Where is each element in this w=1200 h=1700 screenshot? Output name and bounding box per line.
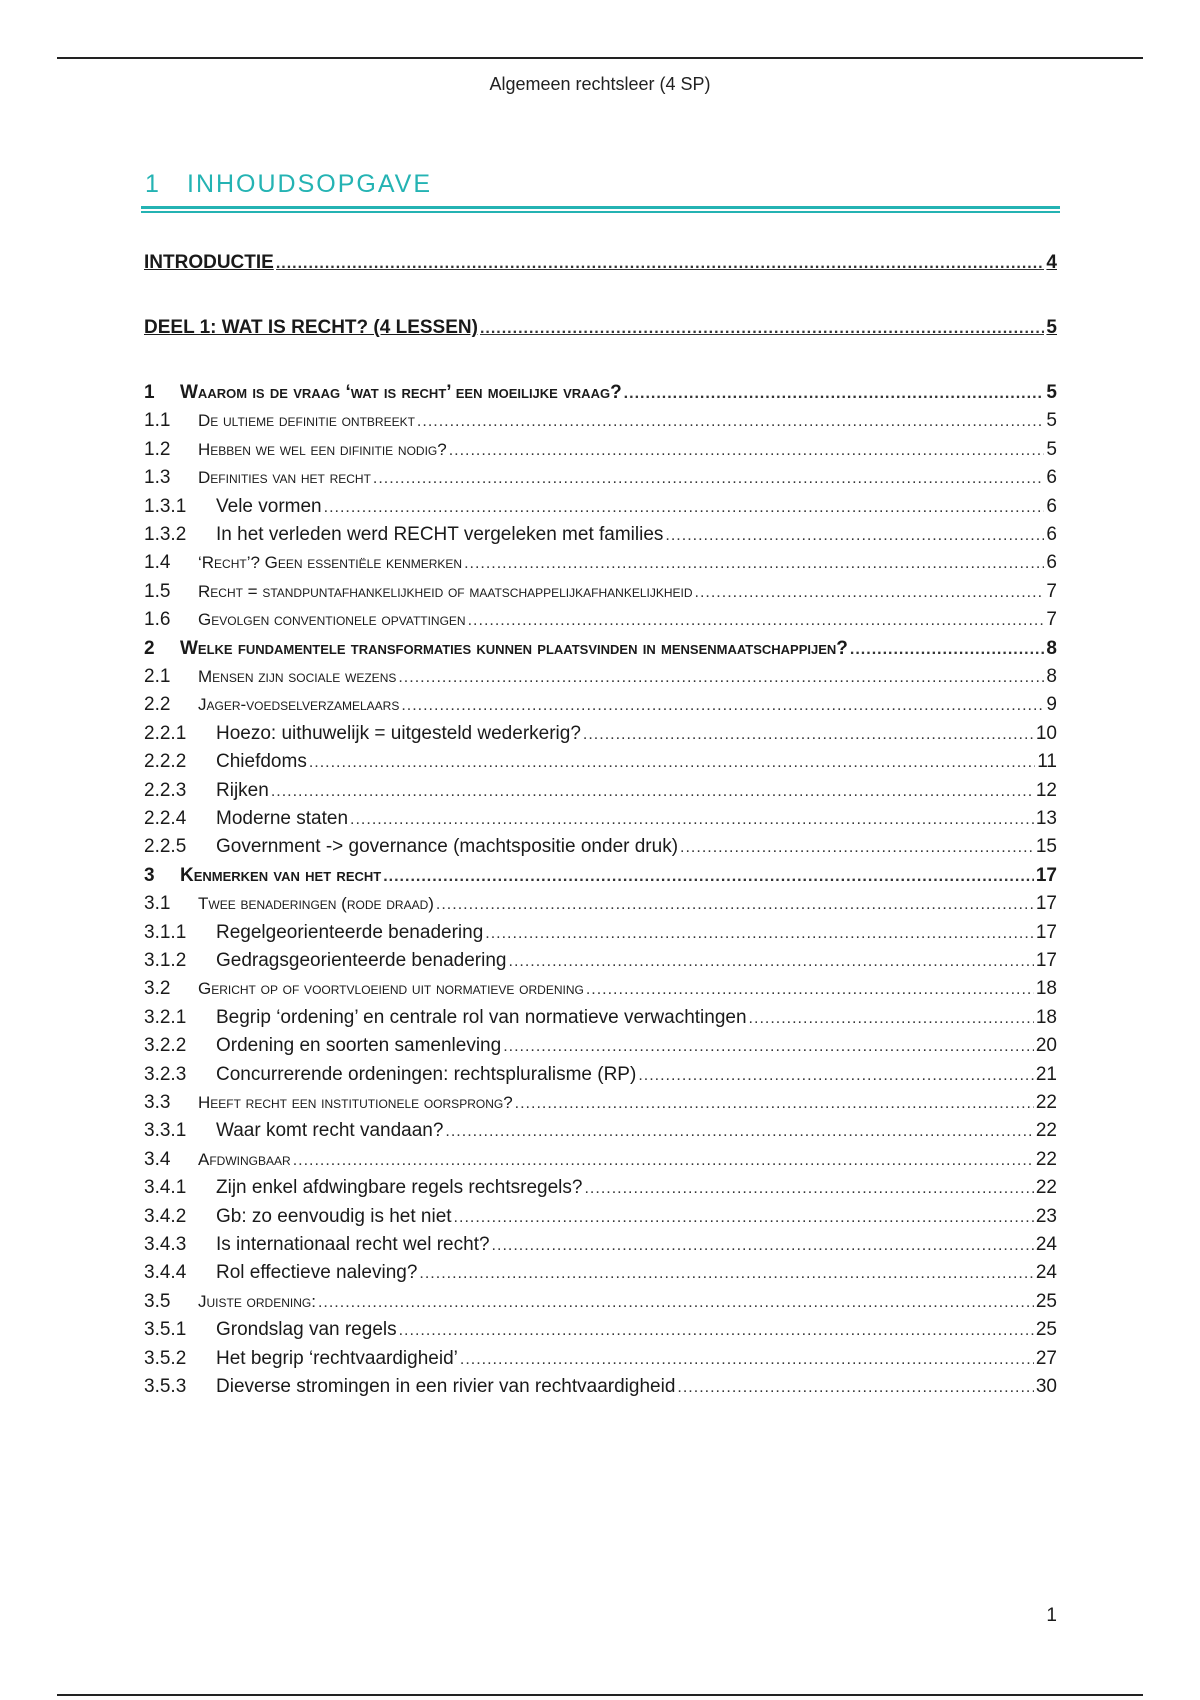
toc-entry-page: 7	[1046, 609, 1057, 630]
toc-leader	[468, 608, 1045, 634]
toc-entry[interactable]	[144, 1346, 1057, 1372]
toc-entry[interactable]	[144, 692, 1057, 718]
toc-entry-title: Government -> governance (machtspositie onder druk)	[216, 836, 679, 857]
toc-entry[interactable]	[144, 1118, 1057, 1144]
toc-leader	[454, 1205, 1034, 1231]
toc-entry-title: Is internationaal recht wel recht?	[216, 1234, 490, 1255]
toc-entry-title: Gb: zo eenvoudig is het niet	[216, 1206, 452, 1227]
toc-entry-title: Zijn enkel afdwingbare regels rechtsregels?	[216, 1177, 583, 1198]
toc-leader	[638, 1063, 1034, 1089]
toc-entry-number: 3.1.2	[144, 950, 187, 971]
toc-entry-number: 3.4.3	[144, 1234, 187, 1255]
footer-rule	[57, 1694, 1143, 1696]
toc-entry-page: 21	[1035, 1064, 1057, 1085]
toc-entry-page: 10	[1035, 723, 1057, 744]
toc-entry-title: Grondslag van regels	[216, 1319, 397, 1340]
toc-entry-page: 7	[1046, 581, 1057, 602]
toc-entry-number: 3	[144, 865, 155, 886]
toc-entry-title: Heeft recht een institutionele oorsprong?	[198, 1093, 513, 1112]
toc-entry[interactable]	[144, 948, 1057, 974]
toc-entry-number: 3.5.2	[144, 1348, 187, 1369]
toc-entry[interactable]	[144, 550, 1057, 576]
toc-entry-number: 2.2.2	[144, 751, 187, 772]
toc-entry-title: DEEL 1: WAT IS RECHT? (4 LESSEN)	[144, 317, 478, 338]
toc-entry-page: 8	[1046, 666, 1057, 687]
toc-leader	[695, 580, 1045, 606]
toc-entry-page: 18	[1035, 978, 1057, 999]
toc-entry-number: 1.1	[144, 410, 171, 431]
toc-entry-page: 20	[1035, 1035, 1057, 1056]
toc-entry-number: 1.5	[144, 581, 171, 602]
toc-entry[interactable]	[144, 891, 1057, 917]
heading-underline-secondary	[141, 211, 1060, 213]
toc-entry-page: 5	[1046, 382, 1057, 403]
toc-entry-page: 12	[1035, 780, 1057, 801]
toc-leader	[324, 495, 1045, 521]
toc-entry-number: 3.5	[144, 1291, 171, 1312]
toc-entry-number: 3.1.1	[144, 922, 187, 943]
toc-entry-page: 6	[1046, 467, 1057, 488]
toc-entry-title: Juiste ordening:	[198, 1292, 316, 1311]
toc-entry-title: Gevolgen conventionele opvattingen	[198, 610, 466, 629]
toc-entry-page: 24	[1035, 1262, 1057, 1283]
toc-leader	[480, 316, 1044, 342]
toc-entry-number: 1	[144, 382, 155, 403]
toc-entry[interactable]	[144, 1317, 1057, 1343]
toc-leader	[398, 665, 1044, 691]
toc-entry[interactable]	[144, 1260, 1057, 1286]
header-rule	[57, 57, 1143, 59]
toc-entry[interactable]	[144, 1062, 1057, 1088]
toc-entry[interactable]	[144, 1147, 1057, 1173]
toc-entry-number: 3.2.3	[144, 1064, 187, 1085]
toc-entry-number: 3.2.1	[144, 1007, 187, 1028]
toc-leader	[624, 381, 1045, 407]
toc-entry-title: Twee benaderingen (rode draad)	[198, 894, 434, 913]
toc-leader	[383, 864, 1034, 890]
toc-entry-number: 2.2.5	[144, 836, 187, 857]
toc-entry-page: 5	[1046, 439, 1057, 460]
toc-leader	[584, 1176, 1033, 1202]
toc-entry-title: In het verleden werd RECHT vergeleken met families	[216, 524, 664, 545]
toc-entry-title: Het begrip ‘rechtvaardigheid’	[216, 1348, 458, 1369]
toc-entry-number: 2.2	[144, 694, 171, 715]
toc-entry-page: 17	[1035, 922, 1057, 943]
toc-entry-title: Definities van het recht	[198, 468, 371, 487]
toc-entry[interactable]	[144, 920, 1057, 946]
toc-leader	[749, 1006, 1034, 1032]
toc-entry-page: 30	[1035, 1376, 1057, 1397]
toc-entry-page: 22	[1035, 1149, 1057, 1170]
toc-entry-number: 2	[144, 638, 155, 659]
toc-leader	[464, 551, 1044, 577]
toc-entry-number: 3.5.1	[144, 1319, 187, 1340]
toc-entry[interactable]	[144, 380, 1057, 406]
toc-entry-title: De ultieme definitie ontbreekt	[198, 411, 415, 430]
toc-entry-page: 18	[1035, 1007, 1057, 1028]
toc-entry-page: 25	[1035, 1291, 1057, 1312]
toc-entry-page: 5	[1046, 317, 1057, 338]
toc-entry-number: 3.2.2	[144, 1035, 187, 1056]
toc-leader	[417, 409, 1045, 435]
toc-leader	[350, 807, 1034, 833]
toc-entry-title: Ordening en soorten samenleving	[216, 1035, 502, 1056]
page-number: 1	[1046, 1605, 1057, 1626]
toc-entry-deel-1[interactable]	[144, 315, 1057, 341]
toc-entry[interactable]	[144, 749, 1057, 775]
toc-leader	[485, 921, 1034, 947]
toc-entry-title: Regelgeorienteerde benadering	[216, 922, 484, 943]
toc-entry-title: Gedragsgeorienteerde benadering	[216, 950, 507, 971]
document-header: Algemeen rechtsleer (4 SP)	[489, 74, 711, 94]
toc-leader	[586, 977, 1034, 1003]
toc-entry[interactable]	[144, 721, 1057, 747]
toc-entry[interactable]	[144, 1204, 1057, 1230]
toc-entry[interactable]	[144, 607, 1057, 633]
toc-entry-title: Hoezo: uithuwelijk = uitgesteld wederkerig?	[216, 723, 581, 744]
toc-entry[interactable]	[144, 1033, 1057, 1059]
toc-entry-title: Dieverse stromingen in een rivier van rechtvaardigheid	[216, 1376, 676, 1397]
toc-entry-title: Vele vormen	[216, 496, 322, 517]
toc-leader	[401, 693, 1044, 719]
toc-entry-page: 4	[1046, 252, 1057, 273]
toc-entry[interactable]	[144, 806, 1057, 832]
toc-entry-number: 3.1	[144, 893, 171, 914]
toc-entry-page: 25	[1035, 1319, 1057, 1340]
toc-entry[interactable]	[144, 465, 1057, 491]
toc-entry[interactable]	[144, 437, 1057, 463]
toc-entry[interactable]	[144, 494, 1057, 520]
toc-leader	[436, 892, 1034, 918]
toc-entry-title: Begrip ‘ordening’ en centrale rol van normatieve verwachtingen	[216, 1007, 747, 1028]
toc-entry-page: 6	[1046, 524, 1057, 545]
toc-entry[interactable]	[144, 976, 1057, 1002]
toc-entry[interactable]	[144, 408, 1057, 434]
toc-leader	[460, 1347, 1034, 1373]
toc-entry-number: 3.3.1	[144, 1120, 187, 1141]
toc-entry-page: 6	[1046, 496, 1057, 517]
toc-entry[interactable]	[144, 636, 1057, 662]
toc-entry-number: 2.2.1	[144, 723, 187, 744]
toc-leader	[515, 1091, 1034, 1117]
toc-entry-number: 3.3	[144, 1092, 171, 1113]
toc-entry-page: 13	[1035, 808, 1057, 829]
toc-entry-number: 3.5.3	[144, 1376, 187, 1397]
toc-entry-number: 3.2	[144, 978, 171, 999]
toc-entry-title: Gericht op of voortvloeiend uit normatieve ordening	[198, 979, 584, 998]
toc-entry-page: 22	[1035, 1120, 1057, 1141]
heading-number: 1	[145, 170, 161, 198]
heading-underline	[141, 206, 1060, 209]
toc-entry-page: 9	[1046, 694, 1057, 715]
toc-entry-page: 24	[1035, 1234, 1057, 1255]
toc-heading	[145, 170, 432, 199]
toc-entry-title: Moderne staten	[216, 808, 349, 829]
toc-entry-number: 1.3.1	[144, 496, 187, 517]
toc-entry-title: Welke fundamentele transformaties kunnen plaatsvinden in mensenmaatschappijen?	[180, 638, 848, 659]
toc-entry-number: 1.3.2	[144, 524, 187, 545]
toc-entry-page: 22	[1035, 1177, 1057, 1198]
toc-leader	[677, 1375, 1033, 1401]
toc-entry[interactable]	[144, 1090, 1057, 1116]
toc-entry-number: 3.4.4	[144, 1262, 187, 1283]
toc-leader	[276, 251, 1045, 277]
toc-entry-page: 27	[1035, 1348, 1057, 1369]
toc-entry-title: INTRODUCTIE	[144, 252, 274, 273]
heading-title: INHOUDSOPGAVE	[187, 170, 433, 198]
toc-leader	[509, 949, 1034, 975]
toc-entry-number: 2.2.3	[144, 780, 187, 801]
toc-leader	[445, 1119, 1033, 1145]
toc-entry-title: Waarom is de vraag ‘wat is recht’ een moeilijke vraag?	[180, 382, 622, 403]
toc-entry-page: 8	[1046, 638, 1057, 659]
toc-leader	[449, 438, 1045, 464]
toc-leader	[399, 1318, 1034, 1344]
toc-entry[interactable]	[144, 579, 1057, 605]
toc-entry-number: 3.4	[144, 1149, 171, 1170]
toc-entry[interactable]	[144, 1005, 1057, 1031]
toc-entry-page: 17	[1035, 950, 1057, 971]
toc-leader	[503, 1034, 1034, 1060]
toc-entry-title: Hebben we wel een difinitie nodig?	[198, 440, 447, 459]
toc-entry-title: Jager-voedselverzamelaars	[198, 695, 400, 714]
toc-leader	[373, 466, 1045, 492]
toc-entry-number: 2.2.4	[144, 808, 187, 829]
toc-entry-introductie[interactable]	[144, 250, 1057, 276]
toc-entry[interactable]	[144, 522, 1057, 548]
toc-leader	[665, 523, 1044, 549]
toc-entry-title: Waar komt recht vandaan?	[216, 1120, 444, 1141]
toc-entry[interactable]	[144, 1232, 1057, 1258]
toc-entry-page: 5	[1046, 410, 1057, 431]
toc-leader	[293, 1148, 1034, 1174]
toc-entry[interactable]	[144, 1289, 1057, 1315]
toc-entry-title: Kenmerken van het recht	[180, 865, 382, 886]
toc-entry-number: 1.6	[144, 609, 171, 630]
toc-entry-title: ‘Recht’? Geen essentiële kenmerken	[198, 553, 463, 572]
toc-entry-number: 3.4.2	[144, 1206, 187, 1227]
toc-leader	[318, 1290, 1034, 1316]
toc-leader	[492, 1233, 1034, 1259]
toc-entry-page: 15	[1035, 836, 1057, 857]
toc-leader	[419, 1261, 1033, 1287]
toc-leader	[271, 779, 1034, 805]
toc-leader	[850, 637, 1045, 663]
toc-entry-number: 1.2	[144, 439, 171, 460]
toc-entry[interactable]	[144, 1175, 1057, 1201]
toc-entry-number: 1.3	[144, 467, 171, 488]
toc-entry-page: 23	[1035, 1206, 1057, 1227]
toc-leader	[680, 835, 1034, 861]
toc-entry-title: Chiefdoms	[216, 751, 307, 772]
toc-entry-page: 6	[1046, 552, 1057, 573]
toc-entry-number: 2.1	[144, 666, 171, 687]
toc-entry-page: 11	[1037, 751, 1057, 772]
toc-entry-page: 22	[1035, 1092, 1057, 1113]
toc-entry-number: 3.4.1	[144, 1177, 187, 1198]
toc-leader	[583, 722, 1034, 748]
toc-entry-number: 1.4	[144, 552, 171, 573]
toc-entry[interactable]	[144, 778, 1057, 804]
toc-entry-title: Recht = standpuntafhankelijkheid of maatschappelijkafhankelijkheid	[198, 582, 693, 601]
toc-entry[interactable]	[144, 1374, 1057, 1400]
toc-entry-page: 17	[1035, 893, 1057, 914]
toc-entry-title: Concurrerende ordeningen: rechtspluralisme (RP)	[216, 1064, 637, 1085]
toc-entry-title: Rol effectieve naleving?	[216, 1262, 418, 1283]
toc-entry-page: 17	[1035, 865, 1057, 886]
toc-entry-title: Afdwingbaar	[198, 1150, 291, 1169]
toc-entry[interactable]	[144, 863, 1057, 889]
toc-entry-title: Rijken	[216, 780, 269, 801]
toc-entry[interactable]	[144, 834, 1057, 860]
toc-entry[interactable]	[144, 664, 1057, 690]
toc-leader	[309, 750, 1035, 776]
toc-entry-title: Mensen zijn sociale wezens	[198, 667, 397, 686]
